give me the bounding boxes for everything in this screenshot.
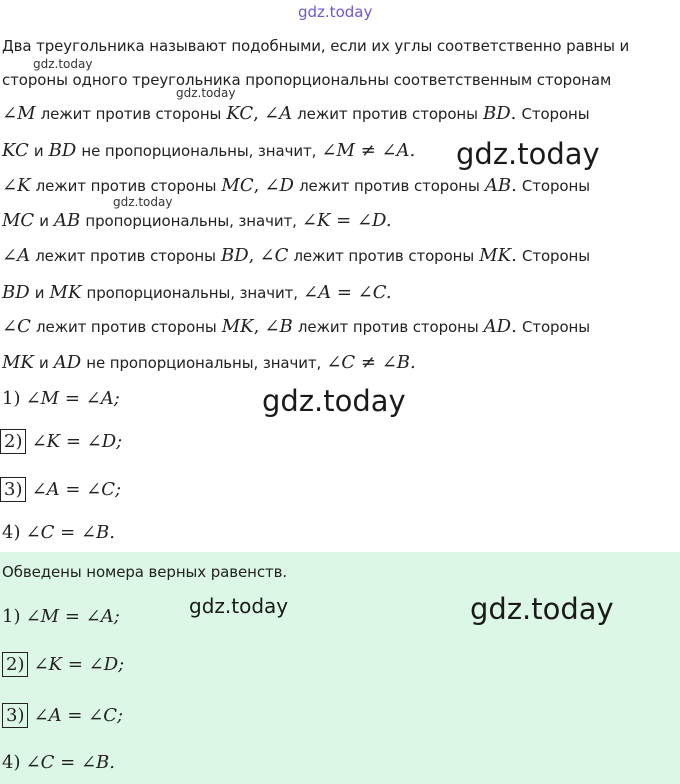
list2-item2 — [2, 652, 124, 677]
math-angle-a: ∠A — [2, 245, 31, 266]
list2-item4 — [2, 752, 115, 773]
item-equation: ∠M = ∠A; — [25, 606, 120, 627]
para2-line1: ∠K лежит против стороны MC, ∠D лежит против стороны AB. Стороны — [2, 175, 590, 196]
text-lies-opposite: лежит против стороны — [35, 247, 216, 265]
math-ad: AD — [483, 316, 512, 337]
watermark-small-3: gdz.today — [113, 195, 173, 209]
math-ad: AD — [53, 352, 82, 373]
math-bd: BD — [220, 245, 249, 266]
watermark-big-3: gdz.today — [470, 592, 614, 626]
math-kc: KC — [226, 103, 254, 124]
text-and: и — [33, 142, 44, 160]
item-number: 1) — [2, 606, 21, 627]
intro-line-1: Два треугольника называют подобными, если их углы соответственно равны и — [2, 37, 630, 55]
item-number: 4) — [2, 522, 21, 543]
list1-item4 — [2, 522, 115, 543]
math-comma: , — [253, 103, 259, 124]
item-number-circled: 2) — [0, 429, 26, 454]
text-not-proportional: не пропорциональны, значит, — [81, 142, 317, 160]
text-proportional: пропорциональны, значит, — [86, 284, 298, 302]
math-ab: AB — [484, 175, 512, 196]
list1-item1 — [2, 388, 120, 409]
item-equation: ∠K = ∠D; — [31, 431, 123, 452]
math-angle-d: ∠D — [264, 175, 294, 196]
para3-line2 — [2, 282, 392, 303]
math-bd: BD — [2, 282, 30, 303]
item-number-circled: 3) — [0, 477, 26, 502]
text-lies-opposite: лежит против стороны — [35, 177, 217, 195]
watermark-small-2: gdz.today — [176, 86, 236, 100]
math-angle-k: ∠K — [2, 175, 31, 196]
text-sides: Стороны — [521, 318, 590, 336]
text-lies-opposite: лежит против стороны — [293, 247, 475, 265]
list1-item3 — [0, 477, 121, 502]
text-lies-opposite: лежит против стороны — [35, 318, 217, 336]
text-lies-opposite: лежит против стороны — [40, 105, 222, 123]
math-angle-m: ∠M — [2, 103, 36, 124]
text-sides: Стороны — [521, 247, 590, 265]
para2-line2 — [2, 210, 392, 231]
para1-line1: ∠M лежит против стороны KC, ∠A лежит против стороны BD. Стороны — [2, 103, 590, 124]
para4-line2 — [2, 352, 416, 373]
math-ab: AB — [54, 210, 81, 231]
item-number-circled: 3) — [2, 703, 28, 728]
math-angle-c: ∠C — [259, 245, 289, 266]
math-neq-m-a: ∠M ≠ ∠A. — [321, 140, 416, 161]
watermark-small-1: gdz.today — [33, 57, 93, 71]
math-angle-b: ∠B — [264, 316, 293, 337]
para1-line2 — [2, 140, 415, 161]
math-angle-a: ∠A — [263, 103, 293, 124]
item-number: 4) — [2, 752, 21, 773]
math-mk: MK — [221, 316, 254, 337]
answer-text: Обведены номера верных равенств. — [2, 563, 288, 581]
text-and: и — [38, 354, 49, 372]
item-equation: ∠M = ∠A; — [25, 388, 120, 409]
text-lies-opposite: лежит против стороны — [297, 318, 479, 336]
item-equation: ∠K = ∠D; — [33, 654, 125, 675]
watermark-mid: gdz.today — [189, 594, 289, 618]
item-number-circled: 2) — [2, 652, 28, 677]
text-lies-opposite: лежит против стороны — [299, 177, 480, 195]
item-equation: ∠A = ∠C; — [31, 479, 122, 500]
item-equation: ∠C = ∠B. — [25, 752, 115, 773]
text-proportional: пропорциональны, значит, — [85, 212, 297, 230]
text-not-proportional: не пропорциональны, значит, — [86, 354, 322, 372]
text-sides: Стороны — [521, 177, 590, 195]
math-angle-c: ∠C — [2, 316, 31, 337]
list2-item3 — [2, 703, 123, 728]
math-mc: MC — [221, 175, 254, 196]
text-and: и — [39, 212, 49, 230]
text-sides: Стороны — [521, 105, 590, 123]
math-bd: BD — [48, 140, 77, 161]
watermark-big-2: gdz.today — [262, 384, 406, 418]
item-equation: ∠A = ∠C; — [33, 705, 124, 726]
math-mk: MK — [49, 282, 82, 303]
item-equation: ∠C = ∠B. — [25, 522, 115, 543]
math-neq-c-b: ∠C ≠ ∠B. — [326, 352, 416, 373]
math-bd: BD — [482, 103, 511, 124]
math-kc: KC — [2, 140, 29, 161]
math-eq-k-d: ∠K = ∠D. — [301, 210, 392, 231]
watermark-big-1: gdz.today — [456, 137, 600, 171]
para3-line1: ∠A лежит против стороны BD, ∠C лежит против стороны MK. Стороны — [2, 245, 590, 266]
math-mk: MK — [479, 245, 512, 266]
list1-item2 — [0, 429, 122, 454]
text-lies-opposite: лежит против стороны — [297, 105, 478, 123]
text-and: и — [34, 284, 45, 302]
item-number: 1) — [2, 388, 21, 409]
math-mc: MC — [2, 210, 35, 231]
math-eq-a-c: ∠A = ∠C. — [303, 282, 392, 303]
intro-line-2: стороны одного треугольника пропорциональны соответственным сторонам — [2, 71, 612, 89]
list2-item1 — [2, 606, 120, 627]
math-mk: MK — [2, 352, 34, 373]
watermark-top: gdz.today — [298, 3, 373, 21]
para4-line1: ∠C лежит против стороны MK, ∠B лежит против стороны AD. Стороны — [2, 316, 590, 337]
